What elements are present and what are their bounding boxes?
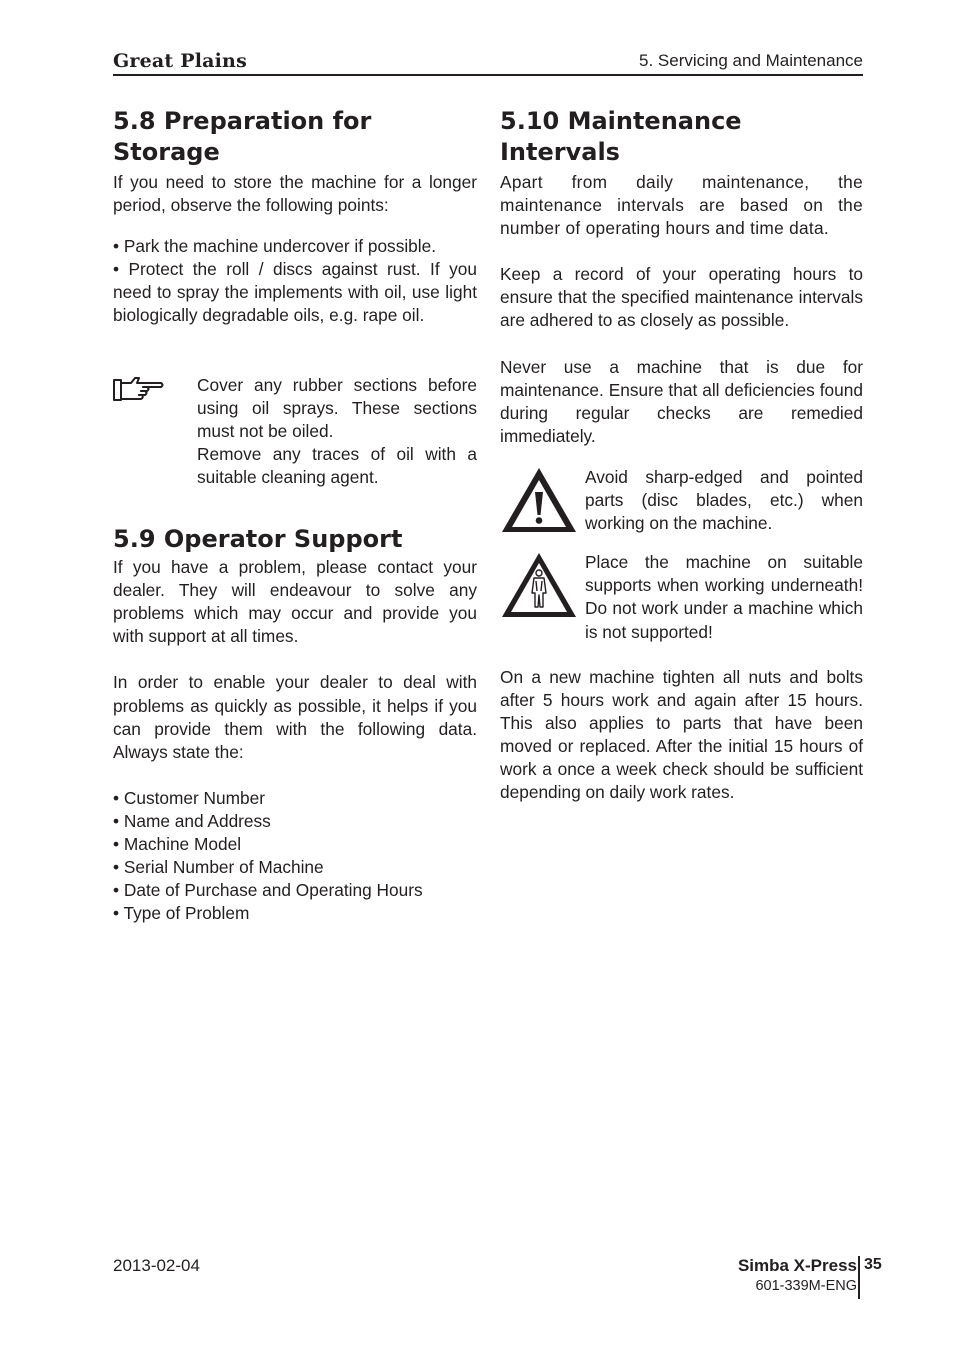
crush-hazard-icon (500, 551, 578, 619)
pointing-hand-icon (113, 374, 165, 402)
section-header: 5. Servicing and Maintenance (639, 51, 863, 70)
page-number: 35 (864, 1256, 882, 1273)
left-column (113, 106, 477, 925)
intervals-para-4: On a new machine tighten all nuts and bolts after 5 hours work and again after 15 hours. This also applies to parts that have been moved or replaced. After the initial 15 hours of work a once a week check should be sufficient depending on daily work rates. (500, 666, 863, 803)
list-item: • Serial Number of Machine (113, 857, 324, 878)
storage-title-line1: 5.8 Preparation for (113, 107, 372, 135)
warning-supports (500, 551, 863, 643)
support-title: 5.9 Operator Support (113, 525, 403, 554)
warning-1-text: Avoid sharp-edged and pointed parts (disc blades, etc.) when working on the machine. (585, 466, 863, 534)
storage-intro: If you need to store the machine for a longer period, observe the following points: (113, 172, 477, 216)
support-data-list (113, 787, 477, 926)
storage-bullet-1: • Park the machine undercover if possible. (113, 236, 437, 257)
storage-note-line1: Cover any rubber sections before using oil sprays. These sections must not be oiled. (197, 374, 477, 441)
intervals-para-2: Keep a record of your operating hours to ensure that the specified maintenance intervals are adhered to as closely as possible. (500, 264, 863, 331)
list-item: • Customer Number (113, 787, 266, 808)
storage-title (113, 106, 477, 168)
warning-2-text: Place the machine on suitable supports when working underneath! Do not work under a machine which is not supported! (585, 552, 863, 642)
intervals-para-1: Apart from daily maintenance, the maintenance intervals are based on the number of operating hours and time data. (500, 172, 863, 239)
intervals-title-line1: 5.10 Maintenance (500, 107, 742, 135)
intervals-para-3: Never use a machine that is due for maintenance. Ensure that all deficiencies found during regular checks are remedied immediately. (500, 356, 863, 446)
list-item: • Type of Problem (113, 903, 250, 924)
footer-product-block (738, 1256, 857, 1294)
footer-date: 2013-02-04 (113, 1256, 200, 1275)
header-rule (113, 74, 863, 76)
list-item: • Machine Model (113, 833, 242, 854)
footer-doc-code: 601-339M-ENG (755, 1278, 857, 1294)
footer-product: Simba X-Press (737, 1256, 857, 1275)
warning-triangle-icon (500, 466, 578, 534)
footer-divider (858, 1256, 860, 1299)
storage-title-line2: Storage (113, 138, 220, 166)
storage-note (113, 374, 477, 489)
right-column (500, 106, 863, 804)
support-para-2: In order to enable your dealer to deal with problems as quickly as possible, it helps if you can provide them with the following data. Always state the: (113, 672, 477, 762)
brand-logo: Great Plains (113, 50, 247, 72)
warning-sharp-parts (500, 466, 863, 535)
intervals-title-line2: Intervals (500, 138, 620, 166)
list-item: • Name and Address (113, 810, 271, 831)
storage-bullet-2: • Protect the roll / discs against rust. If you need to spray the implements with oil, use light biologically degradable oils, e.g. rape oil. (113, 259, 477, 326)
storage-note-line2: Remove any traces of oil with a suitable cleaning agent. (197, 443, 477, 487)
intervals-title (500, 106, 863, 168)
support-para-1: If you have a problem, please contact your dealer. They will endeavour to solve any problems which may occur and provide you with support at all times. (113, 557, 477, 647)
list-item: • Date of Purchase and Operating Hours (113, 880, 423, 901)
